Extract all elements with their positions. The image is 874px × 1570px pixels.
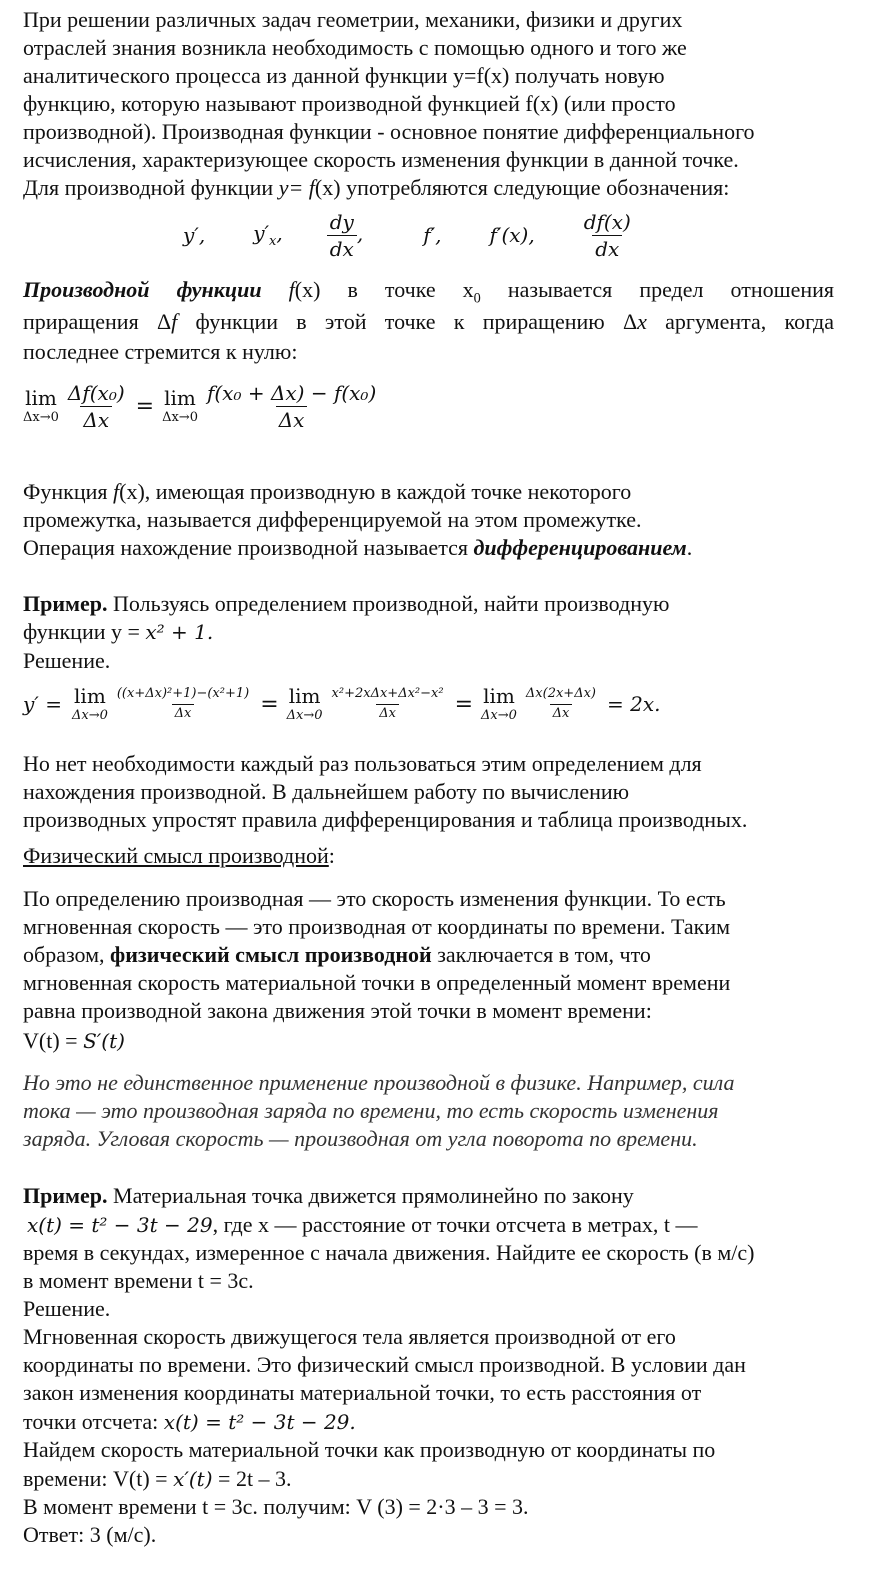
notation-y-prime: y′, <box>183 223 206 247</box>
intro-line-1: При решении различных задач геометрии, механики, физики и других <box>23 7 683 32</box>
example2-line-6: Мгновенная скорость движущегося тела является производной от его <box>23 1324 676 1349</box>
differentiation-term: дифференцированием <box>473 535 687 560</box>
intro-line-5: производной). Производная функции - основное понятие дифференциального <box>23 119 755 144</box>
limit-formula-lim-2-sub: Δx→0 <box>162 410 198 425</box>
definition-x0-sub: 0 <box>473 290 481 307</box>
intro-func-y: y= f <box>278 175 315 200</box>
notation-dy-dx-num: dy <box>329 209 354 234</box>
notation-y-prime-x-sub: x <box>269 234 277 249</box>
example2-answer: Ответ: 3 (м/с). <box>23 1522 157 1547</box>
notation-y-prime-x-comma: , <box>276 221 283 245</box>
example2-line-11-a: времени: V(t) = <box>23 1466 174 1491</box>
limit-formula-frac-1 <box>65 382 128 431</box>
notation-dy-dx-comma: , <box>356 221 364 246</box>
limit-formula <box>23 374 379 438</box>
example2-label: Пример. <box>23 1183 108 1208</box>
intro-line-2: отраслей знания возникла необходимость с помощью одного и того же <box>23 35 687 60</box>
example1-frac-3 <box>523 687 599 721</box>
differentiable-line-3-c: . <box>686 535 693 560</box>
example2-line-11 <box>23 1465 292 1493</box>
definition-line-2-x: x <box>637 309 647 334</box>
limit-formula-frac-1-den: Δx <box>80 406 112 431</box>
example1-line-2-math: x² + 1. <box>145 620 214 644</box>
definition-line-1 <box>23 276 834 312</box>
physical-line-2: мгновенная скорость — это производная от координаты по времени. Таким <box>23 914 731 939</box>
italic-note-line-3: заряда. Угловая скорость — производная от угла поворота по времени. <box>23 1126 698 1151</box>
example1-lim-3 <box>481 686 517 722</box>
notation-df-dx-den: dx <box>592 235 622 260</box>
physical-line-6 <box>23 1027 125 1055</box>
definition-line-2 <box>23 308 834 336</box>
limit-formula-lim-2 <box>162 388 198 424</box>
example2-line-9-a: точки отсчета: <box>23 1409 164 1434</box>
example2-line-8: закон изменения координаты материальной точки, то есть расстояния от <box>23 1380 702 1405</box>
example1-line-1 <box>23 590 669 618</box>
definition-line-2-f: f <box>171 309 178 334</box>
example1-frac-1 <box>114 687 252 721</box>
definition-line-2-a: приращения Δ <box>23 309 172 334</box>
example1-line-1-text: Пользуясь определением производной, найти производную <box>107 591 670 616</box>
physical-heading-colon: : <box>328 843 335 868</box>
example2-line-9 <box>23 1408 356 1436</box>
definition-line-2-c: аргумента, когда <box>646 309 834 334</box>
physical-line-3-c: заключается в том, что <box>431 942 651 967</box>
example1-lim-2-sub: Δx→0 <box>286 708 323 723</box>
example1-line-2 <box>23 618 213 646</box>
physical-line-5: равна производной закона движения этой точки в момент времени: <box>23 998 652 1023</box>
limit-formula-frac-2-den: Δx <box>276 406 308 431</box>
physical-line-1: По определению производная — это скорость изменения функции. То есть <box>23 886 726 911</box>
example2-line-4: в момент времени t = 3с. <box>23 1268 254 1293</box>
notation-y-prime-x <box>253 221 283 249</box>
example2-line-2-text: , где x — расстояние от точки отсчета в метрах, t — <box>212 1212 698 1237</box>
notation-f-prime: f′, <box>423 223 442 247</box>
physical-line-3-a: образом, <box>23 942 111 967</box>
physical-meaning-term: физический смысл производной <box>110 942 432 967</box>
example2-line-9-math: x(t) = t² − 3t − 29. <box>163 1410 356 1434</box>
example1-equals-1: = <box>260 691 279 717</box>
example1-equals-2: = <box>454 691 474 717</box>
example2-line-2 <box>27 1211 697 1239</box>
example1-frac-1-den: Δx <box>172 704 195 721</box>
notation-y-prime-x-base: y′ <box>253 221 270 245</box>
example1-lim-2-word: lim <box>288 684 321 708</box>
example2-line-11-b: = 2t – 3. <box>212 1466 292 1491</box>
example2-line-10: Найдем скорость материальной точки как производную от координаты по <box>23 1437 716 1462</box>
example1-lim-3-word: lim <box>483 684 515 708</box>
example1-lim-3-sub: Δx→0 <box>481 708 517 723</box>
example1-lim-1 <box>72 686 108 722</box>
intro-line-4: функцию, которую называют производной функцией f(x) (или просто <box>23 91 676 116</box>
definition-line-1-mid: (x) в точке x <box>294 277 474 302</box>
notation-dy-dx-den: dx <box>327 235 357 260</box>
example2-law-math: x(t) = t² − 3t − 29 <box>27 1213 213 1237</box>
italic-note-line-1: Но это не единственное применение производной в физике. Например, сила <box>23 1070 735 1095</box>
notation-f-prime-x: f′(x), <box>489 223 535 247</box>
definition-line-2-b: функции в этой точке к приращению Δ <box>177 309 638 334</box>
differentiable-line-1 <box>23 478 631 506</box>
italic-note-line-2: тока — это производная заряда по времени, то есть скорость изменения <box>23 1098 719 1123</box>
intro-line-7-end: (x) употребляются следующие обозначения: <box>314 175 730 200</box>
notation-df-dx <box>581 211 634 260</box>
example1-solution-label: Решение. <box>23 648 111 673</box>
physical-line-6-math: S′(t) <box>83 1029 125 1053</box>
definition-line-3: последнее стремится к нулю: <box>23 339 298 364</box>
example2-line-1-text: Материальная точка движется прямолинейно по закону <box>107 1183 634 1208</box>
intro-line-7-start: Для производной функции <box>23 175 279 200</box>
limit-formula-frac-2 <box>204 382 379 431</box>
example2-line-1 <box>23 1182 634 1210</box>
intro-line-3: аналитического процесса из данной функции y=f(x) получать новую <box>23 63 665 88</box>
example2-solution-label: Решение. <box>23 1296 111 1321</box>
differentiable-line-3-a: Операция нахождение производной называется <box>23 535 474 560</box>
example2-line-11-math: x′(t) <box>173 1467 213 1491</box>
notation-df-dx-num: df(x) <box>583 209 631 234</box>
example2-line-7: координаты по времени. Это физический смысл производной. В условии дан <box>23 1352 746 1377</box>
example2-line-3: время в секундах, измеренное с начала движения. Найдите ее скорость (в м/с) <box>23 1240 755 1265</box>
physical-line-3 <box>23 941 651 969</box>
differentiable-line-1-b: (x), имеющая производную в каждой точке некоторого <box>119 479 632 504</box>
physical-line-4: мгновенная скорость материальной точки в определенный момент времени <box>23 970 731 995</box>
example1-frac-2 <box>329 687 447 721</box>
limit-formula-frac-1-num: Δf(x₀) <box>67 380 125 405</box>
definition-f: f <box>288 277 295 302</box>
example1-y-prime: y′ = <box>23 692 62 716</box>
example1-frac-2-den: Δx <box>376 704 399 721</box>
example1-derivation <box>23 678 660 730</box>
note-line-3: производных упростят правила дифференцирования и таблица производных. <box>23 807 748 832</box>
example1-frac-3-num: Δx(2x+Δx) <box>525 686 596 702</box>
example1-label: Пример. <box>23 591 108 616</box>
differentiable-line-1-a: Функция <box>23 479 114 504</box>
example1-lim-1-word: lim <box>74 684 106 708</box>
limit-formula-lim-2-word: lim <box>164 386 196 410</box>
notation-dy-dx-frac <box>327 211 357 260</box>
definition-term: Производной функции <box>23 277 262 302</box>
example1-line-2-a: функции y = <box>23 619 146 644</box>
notations-row <box>183 204 634 266</box>
differentiable-line-2: промежутка, называется дифференцируемой на этом промежутке. <box>23 507 642 532</box>
example2-line-12: В момент времени t = 3с. получим: V (3) = 2·3 – 3 = 3. <box>23 1494 529 1519</box>
definition-line-1-end: называется предел отношения <box>480 277 835 302</box>
physical-line-6-a: V(t) = <box>23 1028 84 1053</box>
limit-formula-lim-1 <box>23 388 59 424</box>
limit-formula-equals: = <box>135 393 155 419</box>
physical-heading <box>23 842 335 870</box>
limit-formula-frac-2-num: f(x₀ + Δx) − f(x₀) <box>206 380 377 405</box>
differentiable-line-3 <box>23 534 692 562</box>
example1-frac-1-num: ((x+Δx)²+1)−(x²+1) <box>116 686 250 702</box>
example1-result: = 2x. <box>606 692 661 716</box>
intro-line-6: исчисления, характеризующее скорость изменения функции в данной точке. <box>23 147 739 172</box>
differentiable-line-1-f: f <box>113 479 120 504</box>
physical-heading-text: Физический смысл производной <box>23 843 329 868</box>
intro-line-7 <box>23 174 729 202</box>
notation-dy-dx <box>327 211 363 260</box>
note-line-1: Но нет необходимости каждый раз пользоваться этим определением для <box>23 751 702 776</box>
limit-formula-lim-1-sub: Δx→0 <box>23 410 59 425</box>
example1-frac-3-den: Δx <box>550 704 573 721</box>
limit-formula-lim-1-word: lim <box>25 386 57 410</box>
example1-frac-2-num: x²+2xΔx+Δx²−x² <box>331 686 444 702</box>
example1-lim-2 <box>287 686 323 722</box>
example1-lim-1-sub: Δx→0 <box>71 708 108 723</box>
note-line-2: нахождения производной. В дальнейшем работу по вычислению <box>23 779 630 804</box>
